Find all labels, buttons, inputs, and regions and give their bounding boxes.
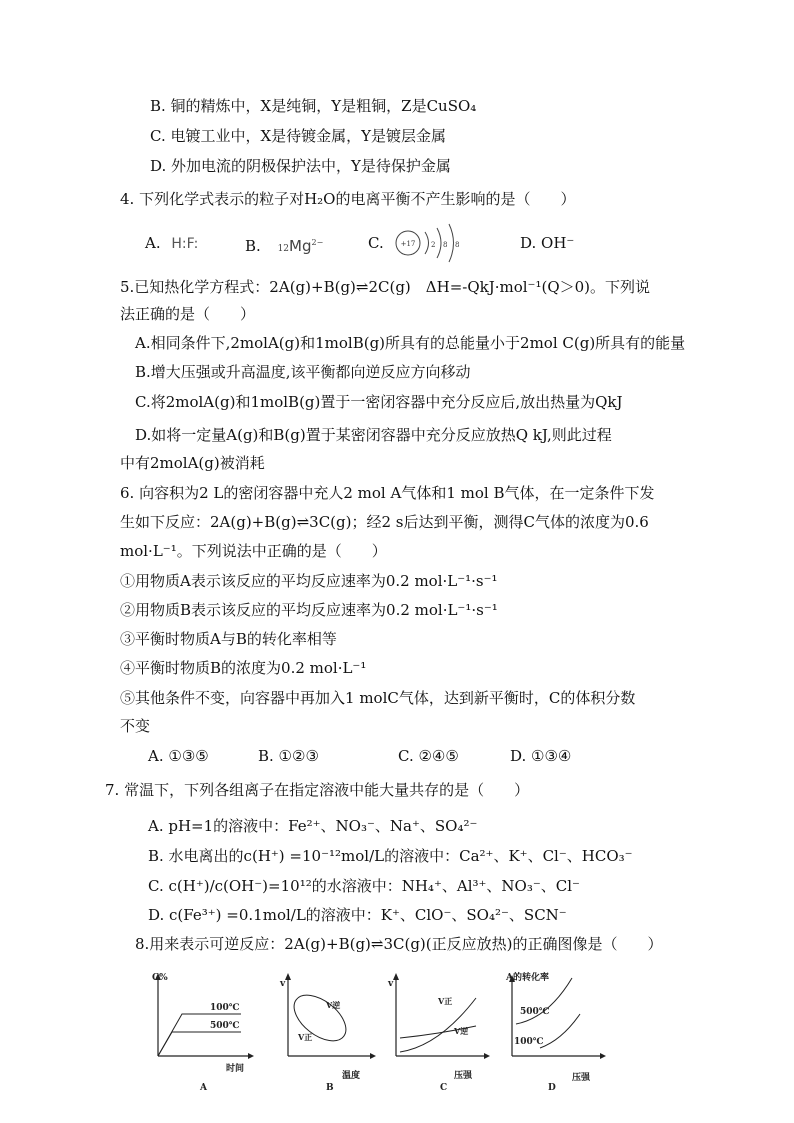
q8-stem: 8.用来表示可逆反应：2A(g)+B(g)⇌3C(g)(正反应放热)的正确图像是（ ） [135,935,663,953]
q3-option-d: D. 外加电流的阴极保护法中，Y是待保护金属 [150,157,451,175]
q6-statement-2: ②用物质B表示该反应的平均反应速率为0.2 mol·L⁻¹·s⁻¹ [120,601,498,619]
q8-d-curve-bottom-label: 100℃ [514,1037,544,1047]
q6-stem-line3: mol·L⁻¹。下列说法中正确的是（ ） [120,542,387,560]
q8-b-v-fwd-label: V正 [298,1032,313,1042]
q6-statement-5-line2: 不变 [120,717,151,735]
q3-option-c: C. 电镀工业中，X是待镀金属，Y是镀层金属 [150,127,447,145]
chloride-ion-structure-diagram [392,222,472,264]
q8-b-ylabel: v [280,979,286,989]
q8-d-tag: D [548,1083,556,1093]
q6-option-a: A. ①③⑤ [148,747,209,765]
q8-d-xlabel: 压强 [572,1073,591,1083]
q4-c-shell-3: 8 [455,241,460,249]
q5-option-d-line2: 中有2molA(g)被消耗 [120,454,265,472]
q8-graph-c [384,968,494,1096]
q6-option-b: B. ①②③ [258,747,319,765]
q8-d-ylabel: A的转化率 [506,973,549,983]
q7-stem: 7. 常温下，下列各组离子在指定溶液中能大量共存的是（ ） [105,781,530,799]
q6-statement-4: ④平衡时物质B的浓度为0.2 mol·L⁻¹ [120,659,367,677]
q4-stem: 4. 下列化学式表示的粒子对H₂O的电离平衡不产生影响的是（ ） [120,190,576,208]
q5-option-c: C.将2molA(g)和1molB(g)置于一密闭容器中充分反应后,放出热量为QkJ [135,393,623,411]
q4-option-c [368,233,384,253]
q8-b-xlabel: 温度 [342,1071,361,1081]
q5-option-a: A.相同条件下,2molA(g)和1molB(g)所具有的总能量小于2mol C(g)所具有的能量 [135,334,686,352]
q4-c-shell-1: 2 [431,241,436,249]
q8-a-xlabel: 时间 [226,1064,245,1074]
q5-option-d-line1: D.如将一定量A(g)和B(g)置于某密闭容器中充分反应放热Q kJ,则此过程 [135,426,612,444]
q4-option-b-charge: 2− [311,238,324,247]
q7-option-b: B. 水电离出的c(H⁺) =10⁻¹²mol/L的溶液中：Ca²⁺、K⁺、Cl⁻、HCO₃⁻ [148,847,633,865]
q8-d-curve-top-label: 500℃ [520,1007,550,1017]
q4-option-a-label: A. [145,234,161,252]
q8-a-tag: A [200,1083,207,1093]
q8-c-ylabel: v [388,979,394,989]
q8-a-curve-bottom-label: 500℃ [210,1021,240,1031]
q7-option-c: C. c(H⁺)/c(OH⁻)=10¹²的水溶液中：NH₄⁺、Al³⁺、NO₃⁻、Cl⁻ [148,877,580,895]
q6-stem-line1: 6. 向容积为2 L的密闭容器中充人2 mol A气体和1 mol B气体，在一定条件下发 [120,484,655,502]
q4-option-b-symbol: Mg [289,237,312,255]
q6-option-d: D. ①③④ [510,747,572,765]
q8-c-tag: C [440,1083,448,1093]
q4-c-nucleus: +17 [400,240,416,248]
q8-c-v-fwd-label: V正 [438,996,453,1006]
q7-option-d: D. c(Fe³⁺) =0.1mol/L的溶液中：K⁺、ClO⁻、SO₄²⁻、SCN⁻ [148,906,567,924]
q6-option-c: C. ②④⑤ [398,747,459,765]
q4-option-a-formula: H:F: [171,236,199,252]
q4-option-d: D. OH⁻ [520,234,575,252]
q4-option-a [145,233,198,254]
q8-a-curve-top-label: 100℃ [210,1003,240,1013]
q4-option-b-label: B. [245,237,261,255]
q8-b-v-rev-label: V逆 [326,1000,341,1010]
q5-option-b: B.增大压强或升高温度,该平衡都向逆反应方向移动 [135,363,471,381]
q4-c-shell-2: 8 [443,241,448,249]
q8-graph-d [500,968,610,1096]
q5-stem-line2: 法正确的是（ ） [120,305,256,323]
q8-graph-b [276,968,380,1096]
q6-statement-3: ③平衡时物质A与B的转化率相等 [120,630,337,648]
q4-option-b [245,233,323,259]
q8-c-xlabel: 压强 [454,1071,473,1081]
q4-option-b-atomic-number: 12 [277,244,290,254]
q6-statement-1: ①用物质A表示该反应的平均反应速率为0.2 mol·L⁻¹·s⁻¹ [120,572,498,590]
q8-b-tag: B [326,1083,334,1093]
q5-stem-line1: 5.已知热化学方程式：2A(g)+B(g)⇌2C(g) ΔH=-QkJ·mol⁻¹(Q＞0)。下列说 [120,278,651,296]
q8-graph-a [146,968,256,1096]
q3-option-b: B. 铜的精炼中，X是纯铜，Y是粗铜，Z是CuSO₄ [150,97,477,115]
q8-a-ylabel: C% [152,973,168,983]
q6-statement-5-line1: ⑤其他条件不变，向容器中再加入1 molC气体，达到新平衡时，C的体积分数 [120,689,636,707]
q8-c-v-rev-label: V逆 [454,1026,469,1036]
q7-option-a: A. pH=1的溶液中：Fe²⁺、NO₃⁻、Na⁺、SO₄²⁻ [148,817,478,835]
q6-stem-line2: 生如下反应：2A(g)+B(g)⇌3C(g)；经2 s后达到平衡，测得C气体的浓度为0.6 [120,513,649,531]
q4-option-c-label: C. [368,234,384,252]
